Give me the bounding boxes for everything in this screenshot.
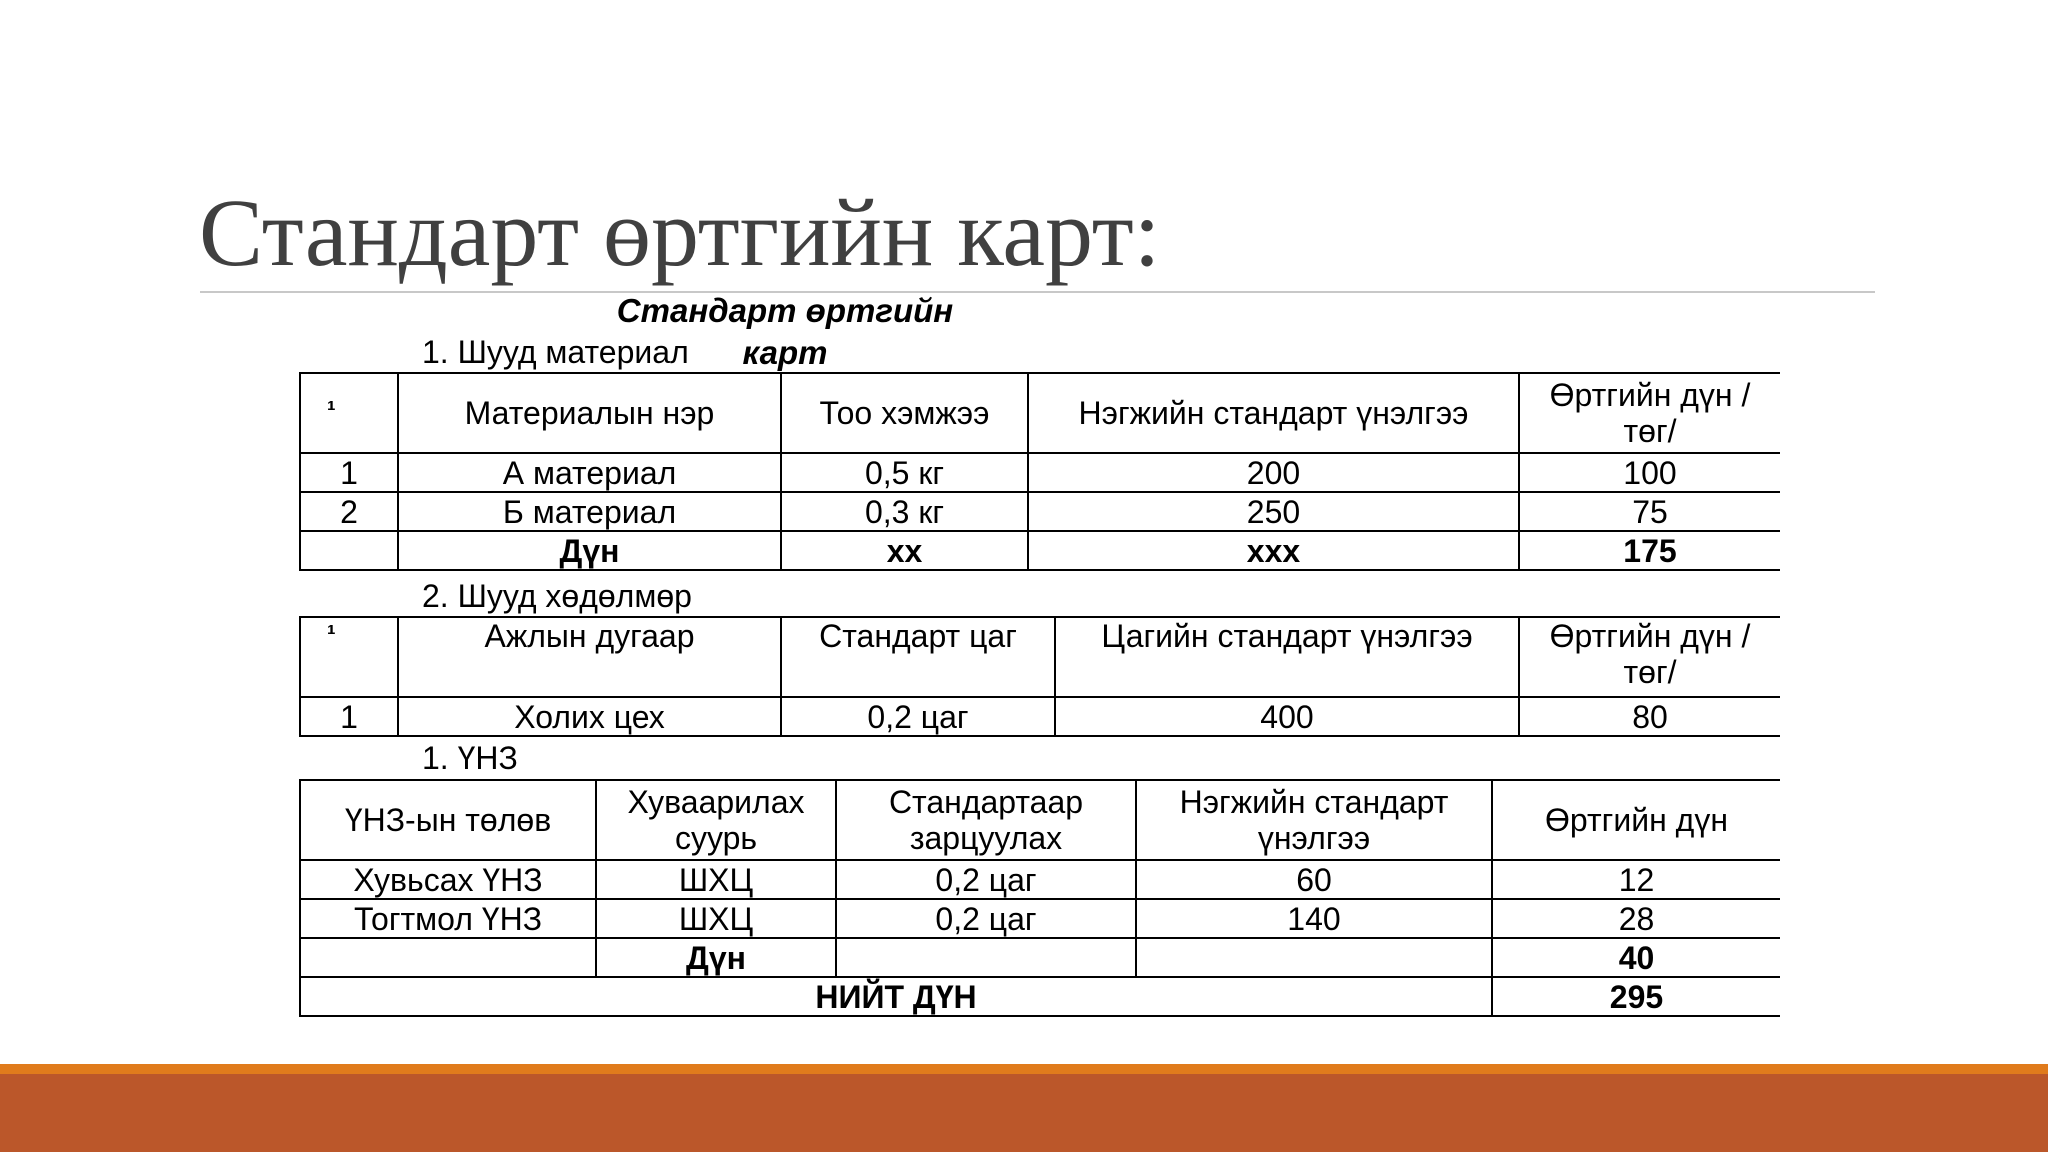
table-row — [300, 899, 1780, 938]
overhead-table — [299, 779, 1780, 1017]
table-header-row — [300, 373, 1780, 453]
table-cell: ШХЦ — [596, 899, 836, 938]
footer-band — [0, 1074, 2048, 1152]
grand-total-row — [300, 977, 1780, 1016]
table-row — [300, 492, 1780, 531]
section-label-direct-labor: 2. Шууд хөдөлмөр — [422, 578, 692, 614]
header-cell-overhead-type: ҮНЗ-ын төлөв — [300, 780, 596, 860]
table-cell: 80 — [1519, 697, 1780, 736]
table-cell: 0,3 кг — [781, 492, 1028, 531]
section-label-direct-material: 1. Шууд материал — [422, 334, 689, 370]
table-cell: 1 — [300, 453, 398, 492]
table-cell: 140 — [1136, 899, 1492, 938]
subtotal-label: Дүн — [596, 938, 836, 977]
table-cell: 0,2 цаг — [836, 899, 1136, 938]
header-cell-unit-standard: Нэгжийн стандарт үнэлгээ — [1136, 780, 1492, 860]
table-cell: 2 — [300, 492, 398, 531]
table-header-row — [300, 617, 1780, 697]
table-cell: Холих цех — [398, 697, 781, 736]
table-cell: 60 — [1136, 860, 1492, 899]
table-cell: 400 — [1055, 697, 1519, 736]
total-value: 175 — [1519, 531, 1780, 570]
table-cell: Тогтмол ҮНЗ — [300, 899, 596, 938]
table-row — [300, 453, 1780, 492]
slide-title: Стандарт өртгийн карт: — [199, 179, 1161, 286]
total-row — [300, 531, 1780, 570]
table-cell: 1 — [300, 697, 398, 736]
header-cell-unit-standard: Нэгжийн стандарт үнэлгээ — [1028, 373, 1519, 453]
table-row — [300, 860, 1780, 899]
table-cell — [1136, 938, 1492, 977]
footer-accent-stripe — [0, 1064, 2048, 1074]
header-cell-material-name: Материалын нэр — [398, 373, 781, 453]
table-cell: ШХЦ — [596, 860, 836, 899]
title-divider — [200, 291, 1875, 293]
direct-labor-table — [299, 616, 1780, 737]
grand-total-label: НИЙТ ДҮН — [300, 977, 1492, 1016]
direct-material-table — [299, 372, 1780, 571]
header-cell-standard-hours: Стандарт цаг — [781, 617, 1055, 697]
header-cell-cost-amount: Өртгийн дүн /төг/ — [1519, 617, 1780, 697]
table-cell: 12 — [1492, 860, 1780, 899]
table-row — [300, 697, 1780, 736]
header-cell-cost-amount: Өртгийн дүн /төг/ — [1519, 373, 1780, 453]
table-cell: А материал — [398, 453, 781, 492]
table-cell: 100 — [1519, 453, 1780, 492]
section-label-overhead: 1. ҮНЗ — [422, 740, 518, 776]
table-cell — [836, 938, 1136, 977]
header-cell-allocation-base: Хуваарилах суурь — [596, 780, 836, 860]
header-cell-number: ¹ — [300, 373, 398, 453]
table-cell — [300, 531, 398, 570]
table-cell: 75 — [1519, 492, 1780, 531]
header-cell-job-number: Ажлын дугаар — [398, 617, 781, 697]
table-cell: 0,2 цаг — [836, 860, 1136, 899]
subtotal-row — [300, 938, 1780, 977]
table-cell: 200 — [1028, 453, 1519, 492]
table-cell: Б материал — [398, 492, 781, 531]
table-cell: 28 — [1492, 899, 1780, 938]
table-header-row — [300, 780, 1780, 860]
total-label: Дүн — [398, 531, 781, 570]
header-cell-quantity: Тоо хэмжээ — [781, 373, 1028, 453]
table-cell: хх — [781, 531, 1028, 570]
header-cell-hourly-standard: Цагийн стандарт үнэлгээ — [1055, 617, 1519, 697]
header-cell-standard-usage: Стандартаар зарцуулах — [836, 780, 1136, 860]
header-cell-number: ¹ — [300, 617, 398, 697]
table-cell: 0,2 цаг — [781, 697, 1055, 736]
table-cell: 250 — [1028, 492, 1519, 531]
table-cell: ххх — [1028, 531, 1519, 570]
table-cell: Хувьсах ҮНЗ — [300, 860, 596, 899]
card-heading: Стандарт өртгийн карт — [616, 292, 954, 371]
header-cell-cost-amount: Өртгийн дүн — [1492, 780, 1780, 860]
grand-total-value: 295 — [1492, 977, 1780, 1016]
subtotal-value: 40 — [1492, 938, 1780, 977]
table-cell — [300, 938, 596, 977]
table-cell: 0,5 кг — [781, 453, 1028, 492]
